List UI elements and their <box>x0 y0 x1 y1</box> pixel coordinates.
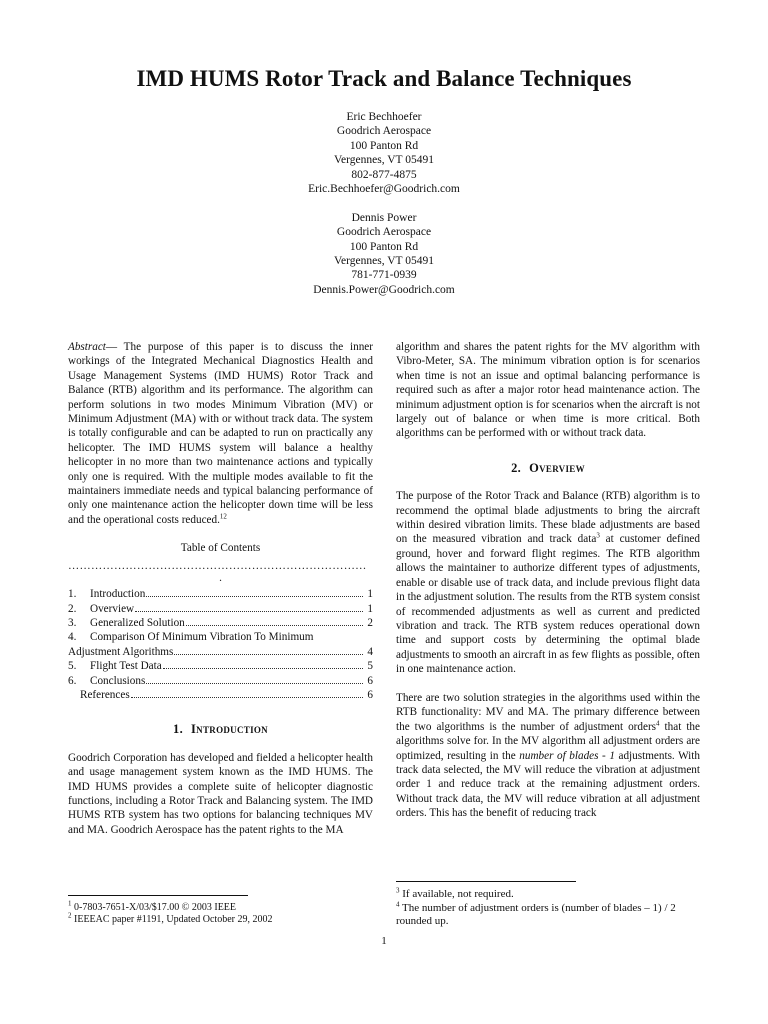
toc-entry[interactable] <box>68 630 373 644</box>
author-street: 100 Panton Rd <box>349 139 419 152</box>
footnote-mark: 12 <box>219 512 227 521</box>
toc-entry-page: 5 <box>367 660 373 673</box>
abstract-text: — The purpose of this paper is to discuss the inner workings of the Integrated Mechanical Diagnostics Health and Usage Management Systems (IMD HUMS) Rotor Track and Balance (RTB) algorithm and its performance. The algorithm can perform solutions in two modes Minimum Vibration (MV) or Minimum Adjustment (MA) with or without track data. The system is totally configurable and can be adapted to run on practically any helicopter. The IMD HUMS system will balance a healthy helicopter in no more than two maintenance actions and typically only one is required. With the multiple modes available to fit the maintainers immediate needs and typical balancing performance of only one maintenance action the helicopter down time will be less and the operational costs reduced. <box>68 341 373 526</box>
toc-entry-page: 2 <box>367 616 373 629</box>
text-run: There are two solution strategies in the algorithms used within the RTB functionality: MV and MA. The primary difference between the two algorithms is the number of adjustment orders <box>396 691 700 733</box>
author-city: Vergennes, VT 05491 <box>334 255 434 268</box>
footnote-mark: 3 <box>396 886 400 895</box>
toc-entry-continuation[interactable] <box>68 645 373 659</box>
author-block <box>0 211 768 297</box>
author-block <box>0 110 768 196</box>
toc-entry[interactable] <box>68 659 373 673</box>
toc-leader <box>146 683 363 684</box>
toc-entry-label: Generalized Solution <box>90 616 185 629</box>
toc-dot: . <box>219 572 222 585</box>
author-name: Dennis Power <box>351 211 417 224</box>
footnote-text: The number of adjustment orders is (number of blades – 1) / 2 rounded up. <box>396 901 676 927</box>
author-org: Goodrich Aerospace <box>336 226 432 239</box>
text-run: that the algorithms solve for. In the MV algorithm all adjustment orders are optimized, resulting in the <box>396 720 700 762</box>
toc-entry-number: 6. <box>68 674 77 687</box>
text-run-italic: number of blades - 1 <box>519 749 615 762</box>
toc-entry-page: 1 <box>367 588 373 601</box>
toc-leader <box>163 668 363 669</box>
toc-entry-page: 6 <box>367 674 373 687</box>
section-heading-introduction <box>68 722 373 736</box>
toc-entry-page: 1 <box>367 602 373 615</box>
footnote-mark: 3 <box>596 531 600 540</box>
toc-leader <box>146 596 363 597</box>
author-street: 100 Panton Rd <box>349 240 419 253</box>
toc-entry[interactable] <box>68 616 373 630</box>
toc-entry-number: 5. <box>68 660 77 673</box>
footnote-text: IEEEAC paper #1191, Updated October 29, 2002 <box>71 914 273 925</box>
footnote <box>396 899 700 929</box>
author-city: Vergennes, VT 05491 <box>334 154 434 167</box>
footnote <box>68 899 373 914</box>
footnote-mark: 4 <box>396 899 400 908</box>
toc-entry-label: Adjustment Algorithms <box>68 645 174 658</box>
text-run: The purpose of the Rotor Track and Balance (RTB) algorithm is to recommend the optimal blade adjustments to bring the aircraft within desired vibration limits. These blade adjustments are based on the measured vibration and track data <box>396 490 700 546</box>
toc-entry-label: Overview <box>90 602 135 615</box>
toc-entry-label: References <box>80 688 130 701</box>
abstract-label: Abstract <box>68 341 106 353</box>
footnote-text: 0-7803-7651-X/03/$17.00 © 2003 IEEE <box>71 902 237 913</box>
toc-entry[interactable] <box>68 674 373 688</box>
toc-leader <box>186 625 363 626</box>
intro-continuation: algorithm and shares the patent rights for the MV algorithm with Vibro-Meter, SA. The minimum vibration option is for scenarios when time is not an issue and optimal balancing performance is required such as after a major rotor head maintenance action. The minimum adjustment option is for scenarios when the aircraft is not largely out of balance or when time is more critical. Both algorithms can be performed with or without track data. <box>396 341 700 440</box>
footnote <box>68 911 373 926</box>
toc-entry[interactable] <box>68 587 373 601</box>
footnotes-right <box>396 873 700 929</box>
footnote-mark: 2 <box>68 911 72 920</box>
toc-entry-label: Comparison Of Minimum Vibration To Minimum <box>90 631 314 644</box>
toc-leader <box>131 697 363 698</box>
toc-leader <box>135 611 363 612</box>
footnote-mark: 4 <box>656 719 660 727</box>
toc-entry-label: Flight Test Data <box>90 660 162 673</box>
author-phone: 802-877-4875 <box>351 168 417 181</box>
footnote-text: If available, not required. <box>399 888 514 900</box>
toc-entry[interactable] <box>68 688 373 702</box>
section-number: 1. <box>173 722 183 737</box>
table-of-contents <box>68 587 373 702</box>
toc-dots: …………………………………………………………………… <box>68 559 367 572</box>
overview-paragraph <box>396 489 700 676</box>
toc-entry-page: 4 <box>367 645 373 658</box>
paper-title: IMD HUMS Rotor Track and Balance Techniques <box>136 66 632 91</box>
footnote-rule <box>68 895 248 896</box>
toc-entry-number: 4. <box>68 631 77 644</box>
author-org: Goodrich Aerospace <box>336 125 432 138</box>
toc-entry-label: Conclusions <box>90 674 146 687</box>
section-number: 2. <box>511 460 522 475</box>
section-heading-overview <box>396 461 700 475</box>
author-name: Eric Bechhoefer <box>346 111 422 123</box>
author-list <box>0 110 768 312</box>
overview-paragraph <box>396 691 700 821</box>
right-column <box>396 340 700 821</box>
footnote-rule <box>396 881 576 882</box>
footnote-mark: 1 <box>68 899 72 908</box>
toc-entry-number: 2. <box>68 602 77 615</box>
author-phone: 781-771-0939 <box>351 269 417 282</box>
footnote <box>396 888 700 902</box>
section-title: Introduction <box>191 722 268 737</box>
footnotes-left <box>68 887 373 926</box>
toc-entry-page: 6 <box>367 688 373 701</box>
left-column <box>68 340 373 837</box>
abstract <box>68 340 373 527</box>
toc-leader <box>174 654 363 655</box>
page-number: 1 <box>381 935 387 947</box>
toc-title: Table of Contents <box>180 542 261 555</box>
toc-entry[interactable] <box>68 602 373 616</box>
toc-entry-label: Introduction <box>90 588 146 601</box>
text-run: adjustments. With track data selected, the MV will reduce the vibration at adjustment order 1 and reduce track at the remaining adjustment orders. Without track data, the MV will reduce vibration at all adjustment orders. This has the benefit of reducing track <box>396 749 700 820</box>
section-title: Overview <box>529 460 585 475</box>
toc-entry-number: 1. <box>68 588 77 601</box>
author-email: Dennis.Power@Goodrich.com <box>313 283 455 296</box>
author-email: Eric.Bechhoefer@Goodrich.com <box>308 183 460 196</box>
text-run: at customer defined ground, hover and forward flight regimes. The RTB algorithm allows the maintainer to authorize different types of adjustments, enable or disable use of track data, and include previous flight data in the adjustment solution. The results from the RTB system consist of recommended adjustments as well as current and predicted vibration and track. The RTB system reduces operational down time and support costs by determining the optimal blade adjustments to smooth an aircraft in as few flights as possible, often in one maintenance action. <box>396 533 700 676</box>
intro-paragraph: Goodrich Corporation has developed and fielded a helicopter health and usage management system known as the IMD HUMS. The IMD HUMS provides a complete suite of helicopter diagnostic functions, including a Rotor Track and Balancing system. The IMD HUMS RTB system has two options for balancing techniques MV and MA. Goodrich Aerospace has the patent rights to the MA <box>68 751 373 836</box>
toc-entry-number: 3. <box>68 616 77 629</box>
